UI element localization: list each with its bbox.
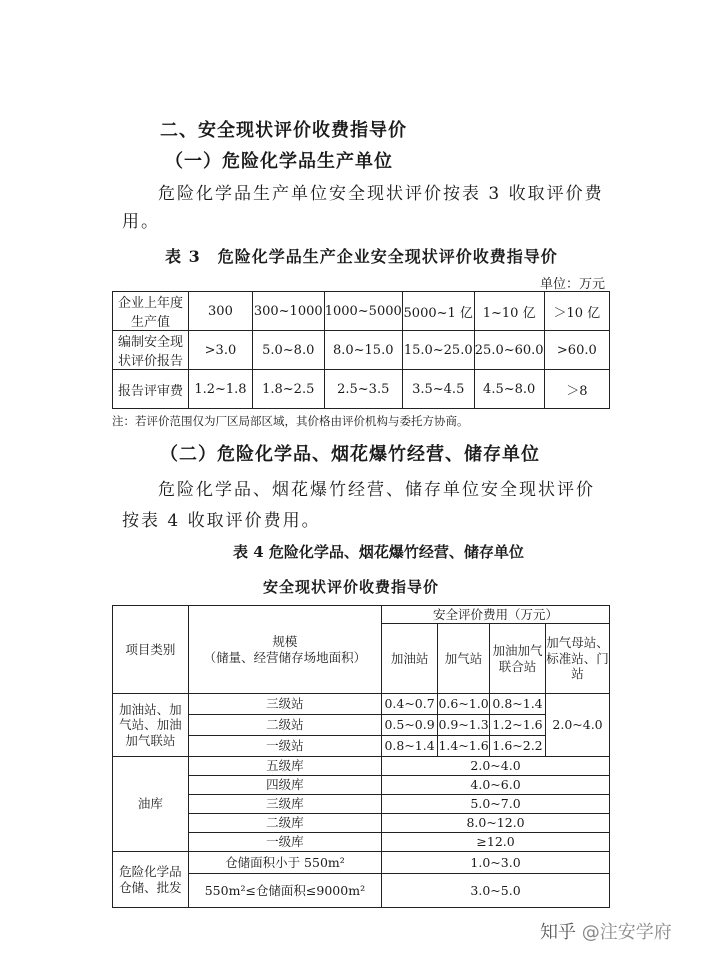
watermark-handle: @注安学府 — [581, 922, 672, 943]
row-label: 报告评审费 — [113, 370, 189, 409]
table-cell: 5.0~8.0 — [252, 331, 324, 370]
table-row — [113, 606, 610, 624]
scale-cell: 550m²≤仓储面积≤9000m² — [188, 874, 381, 908]
table-cell: ≥12.0 — [382, 833, 610, 852]
table3-caption: 表 3 危险化学品生产企业安全现状评价收费指导价 — [165, 247, 558, 266]
scale-cell: 五级库 — [188, 757, 381, 776]
table-cell: 0.6~1.0 — [438, 694, 490, 715]
table-cell: 0.8~1.4 — [490, 694, 546, 715]
watermark-brand: 知乎 — [540, 922, 576, 943]
table-cell: 25.0~60.0 — [474, 331, 544, 370]
table-cell: 1000~5000 — [324, 292, 402, 331]
table-cell: 8.0~12.0 — [382, 814, 610, 833]
subsection-heading-production: （一）危险化学品生产单位 — [165, 151, 393, 172]
header-scale-note: （储量、经营储存场地面积） — [203, 649, 367, 665]
header-mother-station: 加气母站、标准站、门站 — [546, 624, 610, 694]
scale-cell: 二级站 — [188, 715, 381, 736]
subsection-heading-storage: （二）危险化学品、烟花爆竹经营、储存单位 — [160, 444, 540, 465]
paragraph-production: 危险化学品生产单位安全现状评价按表 3 收取评价费用。 — [122, 184, 604, 232]
table-cell: 15.0~25.0 — [402, 331, 474, 370]
table-cell: 5000~1 亿 — [402, 292, 474, 331]
table-cell: 300~1000 — [252, 292, 324, 331]
table4 — [112, 605, 610, 908]
scale-cell: 三级站 — [188, 694, 381, 715]
table3 — [112, 291, 610, 409]
table-cell: 5.0~7.0 — [382, 795, 610, 814]
scale-cell: 一级库 — [188, 833, 381, 852]
table-cell: 1.2~1.6 — [490, 715, 546, 736]
table-cell: ＞10 亿 — [544, 292, 609, 331]
table-cell: 8.0~15.0 — [324, 331, 402, 370]
category-warehouse: 危险化学品仓储、批发 — [113, 852, 189, 908]
table-cell: 3.5~4.5 — [402, 370, 474, 409]
table-cell: 0.8~1.4 — [382, 736, 438, 757]
table-cell: 3.0~5.0 — [382, 874, 610, 908]
table4-caption-line2: 安全现状评价收费指导价 — [263, 578, 440, 596]
table-cell: 300 — [189, 292, 253, 331]
table-row — [113, 757, 610, 776]
table-cell: 0.9~1.3 — [438, 715, 490, 736]
row-label: 编制安全现状评价报告 — [113, 331, 189, 370]
header-scale — [188, 606, 381, 694]
table-cell-mother: 2.0~4.0 — [546, 694, 610, 757]
category-station: 加油站、加气站、加油加气联站 — [113, 694, 189, 757]
table-cell: >3.0 — [189, 331, 253, 370]
table-cell: 1.4~1.6 — [438, 736, 490, 757]
header-combined-station: 加油加气联合站 — [490, 624, 546, 694]
scale-cell: 四级库 — [188, 776, 381, 795]
header-category: 项目类别 — [113, 606, 189, 694]
table3-note: 注：若评价范围仅为厂区局部区域，其价格由评价机构与委托方协商。 — [112, 414, 469, 428]
header-scale-title: 规模 — [272, 633, 298, 649]
watermark — [540, 918, 672, 944]
row-label: 企业上年度生产值 — [113, 292, 189, 331]
table-cell: 1~10 亿 — [474, 292, 544, 331]
paragraph-storage: 危险化学品、烟花爆竹经营、储存单位安全现状评价按表 4 收取评价费用。 — [122, 480, 595, 531]
scale-cell: 仓储面积小于 550m² — [188, 852, 381, 874]
table-cell: 2.0~4.0 — [382, 757, 610, 776]
table3-unit: 单位：万元 — [540, 277, 606, 292]
table-cell: 4.0~6.0 — [382, 776, 610, 795]
table-cell: >60.0 — [544, 331, 609, 370]
scale-cell: 二级库 — [188, 814, 381, 833]
table-cell: 0.5~0.9 — [382, 715, 438, 736]
table-cell: 1.2~1.8 — [189, 370, 253, 409]
table-row — [113, 331, 610, 370]
table-row — [113, 292, 610, 331]
header-gas-oil-station: 加油站 — [382, 624, 438, 694]
table-cell: 1.6~2.2 — [490, 736, 546, 757]
table-cell: 4.5~8.0 — [474, 370, 544, 409]
header-fee-group: 安全评价费用（万元） — [382, 606, 610, 624]
table-cell: 1.8~2.5 — [252, 370, 324, 409]
table-row — [113, 370, 610, 409]
table-cell: 0.4~0.7 — [382, 694, 438, 715]
table-cell: 2.5~3.5 — [324, 370, 402, 409]
table4-caption-line1: 表 4 危险化学品、烟花爆竹经营、储存单位 — [233, 543, 524, 561]
scale-cell: 一级站 — [188, 736, 381, 757]
table-row — [113, 852, 610, 874]
scale-cell: 三级库 — [188, 795, 381, 814]
section-heading: 二、安全现状评价收费指导价 — [160, 120, 407, 141]
table-cell: ＞8 — [544, 370, 609, 409]
category-depot: 油库 — [113, 757, 189, 852]
header-gas-station: 加气站 — [438, 624, 490, 694]
table-cell: 1.0~3.0 — [382, 852, 610, 874]
table-row — [113, 694, 610, 715]
